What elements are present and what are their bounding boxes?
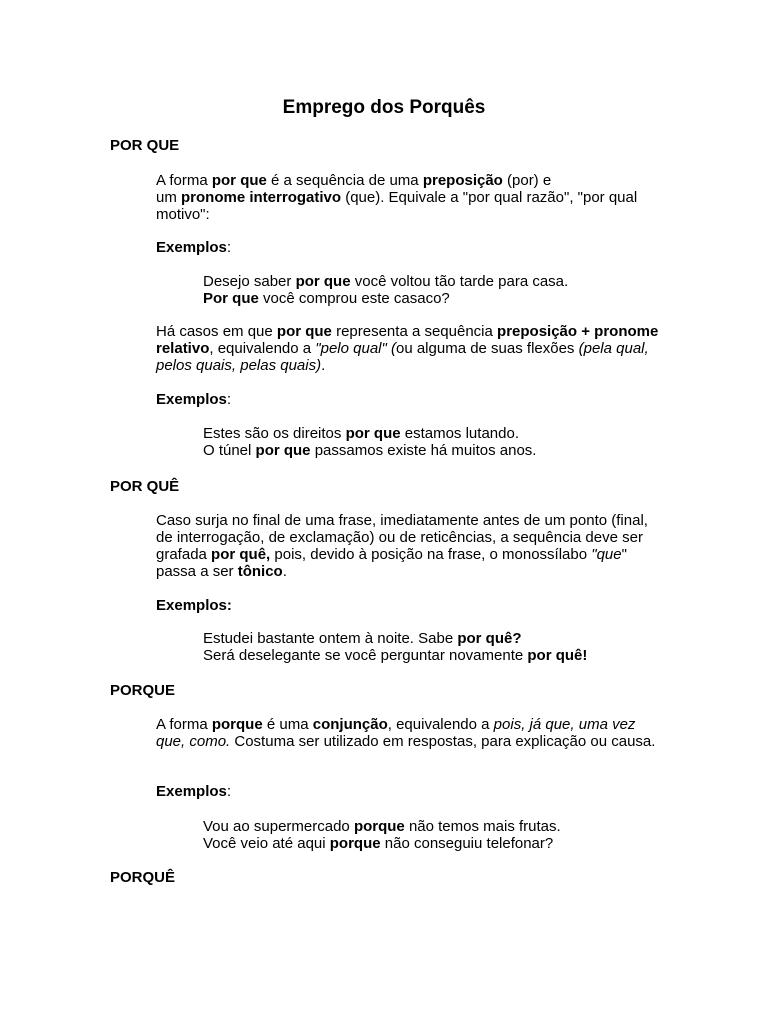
examples-label: Exemplos:: [156, 597, 232, 614]
paragraph-por-que-accent-definition: Caso surja no final de uma frase, imediatamente antes de um ponto (final, de interrogação, de exclamação) ou de reticências, a sequência deve ser grafada por quê, pois, devido à posição na frase, o monossílabo "que" passa a ser tônico.: [156, 512, 648, 580]
example-sentence: O túnel por que passamos existe há muitos anos.: [203, 442, 537, 459]
example-sentence: Estudei bastante ontem à noite. Sabe por quê?: [203, 630, 522, 647]
example-sentence: Desejo saber por que você voltou tão tarde para casa.: [203, 273, 569, 290]
section-heading-porque: PORQUE: [110, 682, 176, 699]
section-heading-por-que: POR QUE: [110, 137, 180, 154]
paragraph-por-que-relative: Há casos em que por que representa a sequência preposição + pronome relativo, equivalendo a "pelo qual" (ou alguma de suas flexões (pela qual, pelos quais, pelas quais).: [156, 323, 659, 374]
section-heading-porque-accent: PORQUÊ: [110, 869, 176, 886]
examples-label: Exemplos:: [156, 239, 232, 256]
paragraph-porque-definition: A forma porque é uma conjunção, equivalendo a pois, já que, uma vez que, como. Costuma ser utilizado em respostas, para explicação ou causa.: [156, 716, 656, 750]
example-sentence: Estes são os direitos por que estamos lutando.: [203, 425, 519, 442]
example-sentence: Será deselegante se você perguntar novamente por quê!: [203, 647, 588, 664]
example-sentence: Vou ao supermercado porque não temos mais frutas.: [203, 818, 561, 835]
examples-label: Exemplos:: [156, 783, 232, 800]
paragraph-por-que-definition: A forma por que é a sequência de uma preposição (por) e um pronome interrogativo (que). Equivale a "por qual razão", "por qual motivo":: [156, 172, 638, 223]
page-title: Emprego dos Porquês: [282, 97, 486, 118]
example-sentence: Por que você comprou este casaco?: [203, 290, 450, 307]
examples-label: Exemplos:: [156, 391, 232, 408]
section-heading-por-que-accent: POR QUÊ: [110, 478, 180, 495]
example-sentence: Você veio até aqui porque não conseguiu telefonar?: [203, 835, 554, 852]
